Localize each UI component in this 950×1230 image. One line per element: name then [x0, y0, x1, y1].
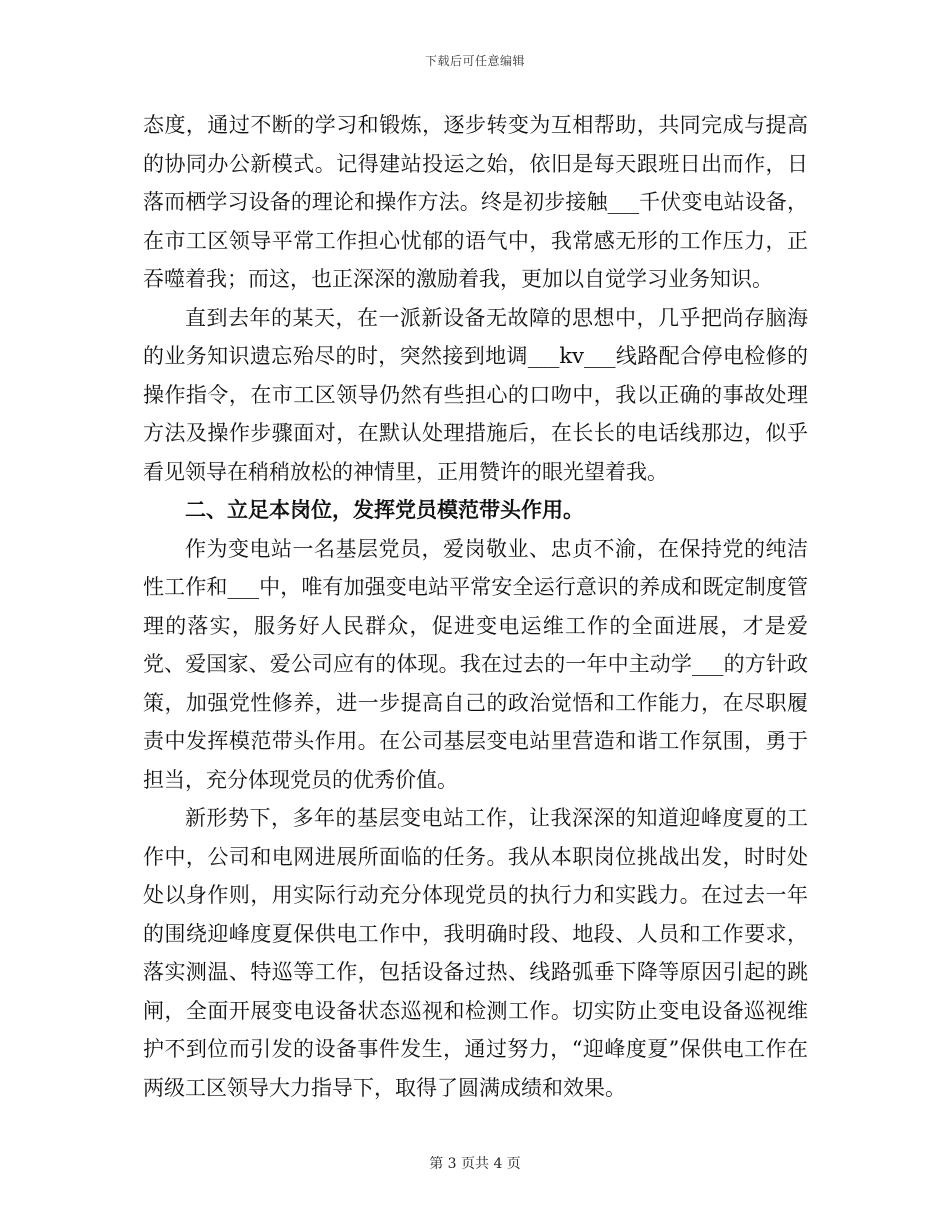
paragraph: 直到去年的某天，在一派新设备无故障的思想中，几乎把尚存脑海的业务知识遗忘殆尽的时，突然接到地调___kv___线路配合停电检修的操作指令，在市工区领导仍然有些担心的口吻中，我以正确的事故处理方法及操作步骤面对，在默认处理措施后，在长长的电话线那边，似乎看见领导在稍稍放松的神情里，正用赞许的眼光望着我。	[143, 305, 808, 484]
paragraph-continued: 态度，通过不断的学习和锻炼，逐步转变为互相帮助，共同完成与提高的协同办公新模式。记得建站投运之始，依旧是每天跟班日出而作，日落而栖学习设备的理论和操作方法。终是初步接触___千伏变电站设备，在市工区领导平常工作担心忧郁的语气中，我常感无形的工作压力，正吞噬着我；而这，也正深深的激励着我，更加以自觉学习业务知识。	[143, 113, 808, 291]
paragraph: 新形势下，多年的基层变电站工作，让我深深的知道迎峰度夏的工作中，公司和电网进展所面临的任务。我从本职岗位挑战出发，时时处处以身作则，用实际行动充分体现党员的执行力和实践力。在过去一年的围绕迎峰度夏保供电工作中，我明确时段、地段、人员和工作要求，落实测温、特巡等工作，包括设备过热、线路弧垂下降等原因引起的跳闸，全面开展变电设备状态巡视和检测工作。切实防止变电设备巡视维护不到位而引发的设备事件发生，通过努力，“迎峰度夏”保供电工作在两级工区领导大力指导下，取得了圆满成绩和效果。	[143, 806, 808, 1100]
section-heading: 二、立足本岗位，发挥党员模范带头作用。	[185, 497, 584, 522]
page-header: 下载后可任意编辑	[424, 54, 525, 68]
page-number: 第 3 页共 4 页	[429, 1156, 521, 1172]
document-body	[143, 106, 808, 1107]
paragraph: 作为变电站一名基层党员，爱岗敬业、忠贞不渝，在保持党的纯洁性工作和___中，唯有加强变电站平常安全运行意识的养成和既定制度管理的落实，服务好人民群众，促进变电运维工作的全面进展，才是爱党、爱国家、爱公司应有的体现。我在过去的一年中主动学___的方针政策，加强党性修养，进一步提高自己的政治觉悟和工作能力，在尽职履责中发挥模范带头作用。在公司基层变电站里营造和谐工作氛围，勇于担当，充分体现党员的优秀价值。	[143, 536, 808, 792]
